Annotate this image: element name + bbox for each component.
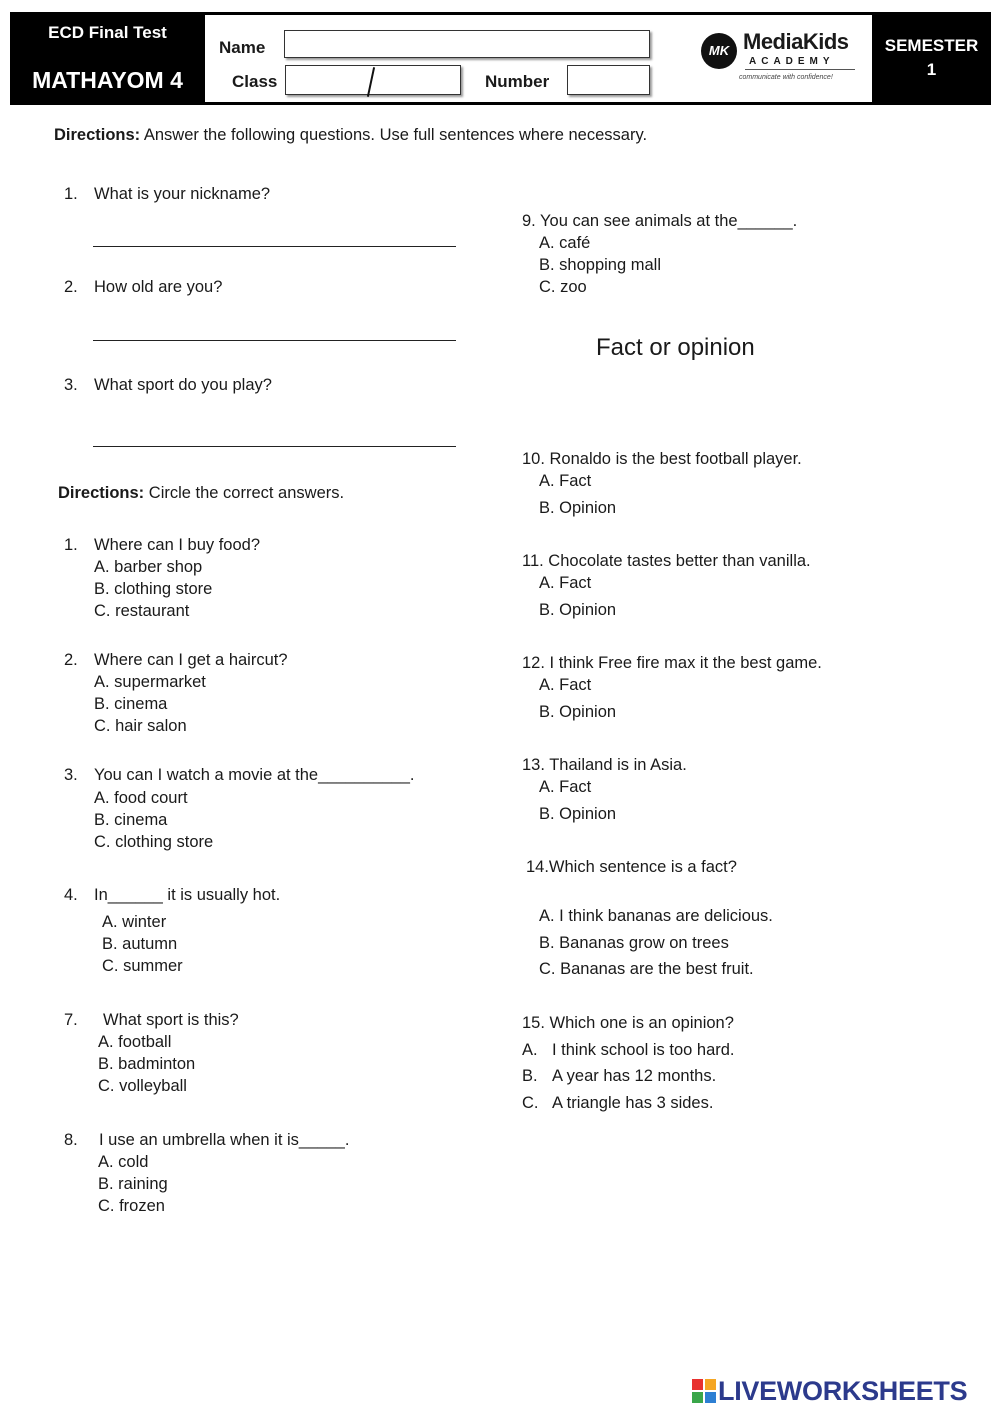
question-text: 11. Chocolate tastes better than vanilla. xyxy=(522,552,811,570)
question-text: What is your nickname? xyxy=(94,185,271,203)
answer-option[interactable]: A triangle has 3 sides. xyxy=(552,1094,714,1112)
answer-option[interactable]: B. autumn xyxy=(102,935,178,953)
logo-tagline: communicate with confidence! xyxy=(739,74,833,81)
option-letter: B. xyxy=(522,1067,538,1085)
directions-label: Directions: xyxy=(54,126,141,144)
semester-block xyxy=(872,12,991,105)
question-text: 13. Thailand is in Asia. xyxy=(522,756,687,774)
answer-option[interactable]: A. café xyxy=(539,234,591,252)
answer-option[interactable]: B. Bananas grow on trees xyxy=(539,934,729,952)
question-text: Where can I buy food? xyxy=(94,536,261,554)
answer-option[interactable]: C. clothing store xyxy=(94,833,214,851)
brand-name: LIVEWORKSHEETS xyxy=(718,1376,968,1406)
answer-option[interactable]: A. Fact xyxy=(539,574,592,592)
answer-option[interactable]: C. hair salon xyxy=(94,717,187,735)
name-label: Name xyxy=(219,38,266,57)
question-number: 4. xyxy=(64,886,78,904)
answer-option[interactable]: A. Fact xyxy=(539,676,592,694)
question-text: 14.Which sentence is a fact? xyxy=(526,858,737,876)
answer-option[interactable]: A. food court xyxy=(94,789,188,807)
answer-option[interactable]: B. Opinion xyxy=(539,499,617,517)
answer-option[interactable]: B. cinema xyxy=(94,811,168,829)
answer-option[interactable]: A. cold xyxy=(98,1153,149,1171)
answer-option[interactable]: B. raining xyxy=(98,1175,168,1193)
question-number: 7. xyxy=(64,1011,78,1029)
question-text: 15. Which one is an opinion? xyxy=(522,1014,734,1032)
logo-sub: ACADEMY xyxy=(749,56,835,67)
option-letter: A. xyxy=(522,1041,538,1059)
answer-line[interactable] xyxy=(93,446,456,447)
answer-option[interactable]: A. I think bananas are delicious. xyxy=(539,907,773,925)
question-text: What sport do you play? xyxy=(94,376,272,394)
logo-divider xyxy=(745,69,855,70)
question-text: In______ it is usually hot. xyxy=(94,886,281,904)
question-number: 2. xyxy=(64,278,78,296)
liveworksheets-logo-icon xyxy=(692,1379,716,1403)
directions-text: Circle the correct answers. xyxy=(144,484,345,502)
answer-option[interactable]: B. Opinion xyxy=(539,601,617,619)
question-number: 3. xyxy=(64,376,78,394)
answer-option[interactable]: C. restaurant xyxy=(94,602,190,620)
option-letter: C. xyxy=(522,1094,539,1112)
answer-option[interactable]: B. Opinion xyxy=(539,805,617,823)
answer-option[interactable]: A. winter xyxy=(102,913,167,931)
answer-option[interactable]: A. barber shop xyxy=(94,558,203,576)
directions-label: Directions: xyxy=(58,484,145,502)
answer-option[interactable]: A year has 12 months. xyxy=(552,1067,717,1085)
question-text: What sport is this? xyxy=(103,1011,239,1029)
semester-value: 1 xyxy=(926,60,937,79)
semester-label: SEMESTER xyxy=(884,36,979,55)
section-title: Fact or opinion xyxy=(596,334,755,361)
mediakids-logo xyxy=(701,27,871,91)
answer-option[interactable]: C. summer xyxy=(102,957,183,975)
answer-option[interactable]: C. zoo xyxy=(539,278,587,296)
number-field[interactable] xyxy=(567,65,650,95)
question-text: How old are you? xyxy=(94,278,223,296)
test-name: ECD Final Test xyxy=(48,23,167,42)
student-info-panel xyxy=(205,15,872,102)
section2-directions xyxy=(58,484,344,503)
answer-line[interactable] xyxy=(93,246,456,247)
worksheet-header xyxy=(10,12,991,105)
question-number: 3. xyxy=(64,766,78,784)
question-text: You can I watch a movie at the__________. xyxy=(94,766,415,784)
header-left-block xyxy=(10,12,205,105)
name-field[interactable] xyxy=(284,30,650,58)
answer-option[interactable]: A. Fact xyxy=(539,472,592,490)
section1-directions xyxy=(54,126,647,145)
question-text: Where can I get a haircut? xyxy=(94,651,288,669)
question-number: 1. xyxy=(64,536,78,554)
answer-option[interactable]: A. football xyxy=(98,1033,172,1051)
answer-option[interactable]: B. shopping mall xyxy=(539,256,661,274)
class-label: Class xyxy=(232,72,278,91)
answer-option[interactable]: C. frozen xyxy=(98,1197,165,1215)
question-text: 12. I think Free fire max it the best game. xyxy=(522,654,822,672)
number-label: Number xyxy=(485,72,550,91)
question-text: 9. You can see animals at the______. xyxy=(522,212,798,230)
directions-text: Answer the following questions. Use full sentences where necessary. xyxy=(140,126,648,144)
question-number: 2. xyxy=(64,651,78,669)
answer-option[interactable]: I think school is too hard. xyxy=(552,1041,735,1059)
answer-option[interactable]: B. cinema xyxy=(94,695,168,713)
liveworksheets-brand xyxy=(692,1376,992,1406)
answer-line[interactable] xyxy=(93,340,456,341)
answer-option[interactable]: B. badminton xyxy=(98,1055,196,1073)
logo-mark: MK xyxy=(701,33,737,69)
question-number: 8. xyxy=(64,1131,78,1149)
answer-option[interactable]: B. Opinion xyxy=(539,703,617,721)
answer-option[interactable]: C. volleyball xyxy=(98,1077,187,1095)
answer-option[interactable]: A. supermarket xyxy=(94,673,206,691)
question-text: 10. Ronaldo is the best football player. xyxy=(522,450,802,468)
answer-option[interactable]: C. Bananas are the best fruit. xyxy=(539,960,754,978)
grade-level: MATHAYOM 4 xyxy=(32,67,183,93)
question-number: 1. xyxy=(64,185,78,203)
answer-option[interactable]: B. clothing store xyxy=(94,580,213,598)
question-text: I use an umbrella when it is_____. xyxy=(99,1131,350,1149)
answer-option[interactable]: A. Fact xyxy=(539,778,592,796)
logo-name: MediaKids xyxy=(743,29,849,54)
